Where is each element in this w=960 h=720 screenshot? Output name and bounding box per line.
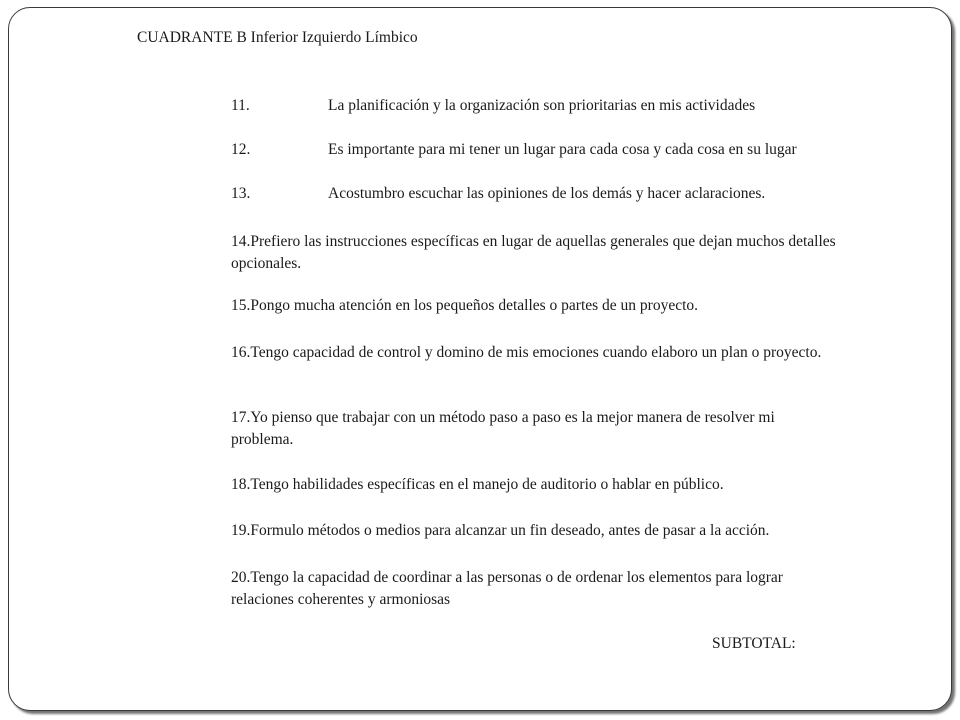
list-item (231, 520, 841, 542)
item-number: 16. (231, 344, 251, 361)
item-number: 20. (231, 569, 251, 586)
item-text: Tengo habilidades específicas en el manejo de auditorio o hablar en público. (250, 476, 724, 493)
list-item (231, 295, 841, 317)
list-item (231, 95, 841, 117)
item-text: Acostumbro escuchar las opiniones de los demás y hacer aclaraciones. (328, 185, 766, 202)
item-text: Tengo capacidad de control y domino de mis emociones cuando elaboro un plan o proyecto. (250, 344, 822, 361)
item-text: La planificación y la organización son prioritarias en mis actividades (328, 97, 756, 114)
list-item (231, 231, 841, 275)
item-number: 19. (231, 522, 251, 539)
item-number: 15. (231, 297, 251, 314)
list-item (231, 567, 841, 611)
item-number: 17. (231, 409, 251, 426)
item-text: Es importante para mi tener un lugar para cada cosa y cada cosa en su lugar (328, 141, 797, 158)
item-text: Prefiero las instrucciones específicas en lugar de aquellas generales que dejan muchos detalles opcionales. (231, 233, 836, 272)
item-number: 14. (231, 233, 251, 250)
quadrant-title: CUADRANTE B Inferior Izquierdo Límbico (137, 29, 418, 46)
item-text: Yo pienso que trabajar con un método paso a paso es la mejor manera de resolver mi problema. (231, 409, 775, 448)
item-number: 11. (231, 97, 250, 114)
list-item (231, 407, 841, 451)
list-item (231, 474, 841, 496)
item-text: Pongo mucha atención en los pequeños detalles o partes de un proyecto. (250, 297, 699, 314)
list-item (231, 139, 841, 161)
list-item (231, 183, 841, 205)
item-number: 12. (231, 141, 251, 158)
list-item (231, 342, 841, 364)
item-number: 18. (231, 476, 251, 493)
item-text: Tengo la capacidad de coordinar a las personas o de ordenar los elementos para lograr relaciones coherentes y armoniosas (231, 569, 783, 608)
item-text: Formulo métodos o medios para alcanzar un fin deseado, antes de pasar a la acción. (250, 522, 770, 539)
subtotal-label: SUBTOTAL: (712, 635, 796, 652)
item-number: 13. (231, 185, 251, 202)
